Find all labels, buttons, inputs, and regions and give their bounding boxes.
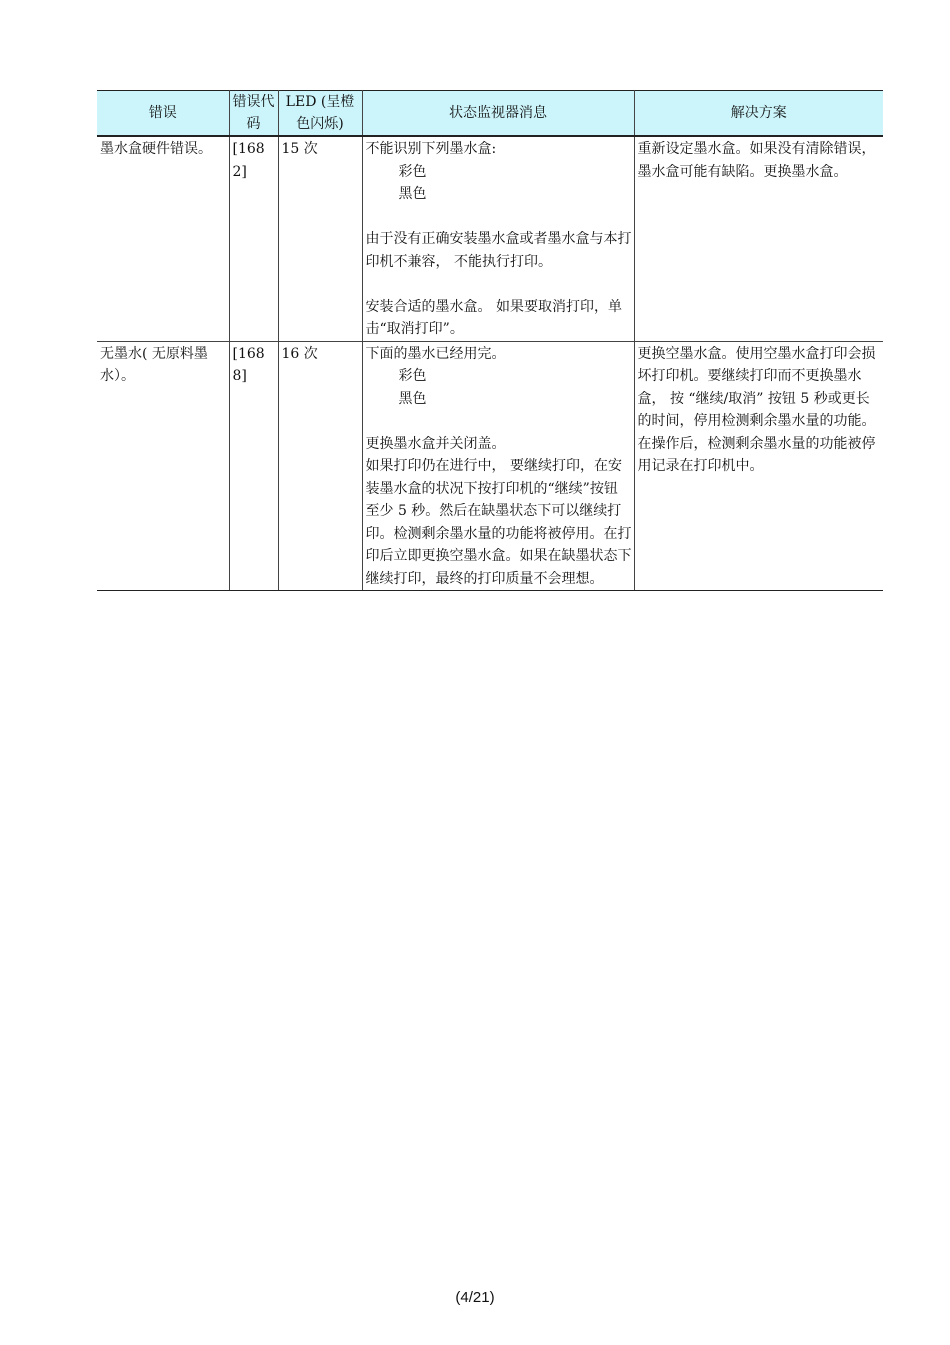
header-led: LED (呈橙色闪烁) <box>278 91 362 137</box>
monitor-paragraph: 更换墨水盒并关闭盖。 <box>365 435 506 452</box>
monitor-intro: 下面的墨水已经用完。 <box>365 345 506 362</box>
header-code: 错误代码 <box>229 91 278 137</box>
monitor-intro: 不能识别下列墨水盒: <box>365 141 497 157</box>
cell-monitor-message <box>362 136 634 341</box>
monitor-item-color: 彩色 <box>398 163 427 180</box>
spacer <box>366 206 632 229</box>
cell-monitor-message <box>362 341 634 591</box>
cell-error: 墨水盒硬件错误。 <box>97 136 229 341</box>
table-row <box>97 136 883 341</box>
table-header-row <box>97 91 883 137</box>
monitor-paragraph: 安装合适的墨水盒。 如果要取消打印，单击“取消打印”。 <box>365 298 622 337</box>
monitor-paragraph: 由于没有正确安装墨水盒或者墨水盒与本打印机不兼容， 不能执行打印。 <box>365 231 632 270</box>
cell-led: 16 次 <box>278 341 362 591</box>
cell-solution: 重新设定墨水盒。如果没有清除错误，墨水盒可能有缺陷。更换墨水盒。 <box>634 136 883 341</box>
monitor-item-color: 彩色 <box>398 368 427 384</box>
spacer <box>366 410 632 433</box>
cell-code: [1688] <box>229 341 278 591</box>
monitor-item-black: 黑色 <box>398 390 427 407</box>
spacer <box>366 273 632 296</box>
cell-solution: 更换空墨水盒。使用空墨水盒打印会损坏打印机。要继续打印而不更换墨水盒， 按 “继续/取消” 按钮 5 秒或更长的时间，停用检测剩余墨水量的功能。在操作后，检测剩余墨水量的功能被停用记录在打印机中。 <box>634 341 883 591</box>
monitor-paragraph: 如果打印仍在进行中， 要继续打印，在安装墨水盒的状况下按打印机的“继续”按钮至少 5 秒。然后在缺墨状态下可以继续打印。检测剩余墨水量的功能将被停用。在打印后立即更换空墨水盒。如果在缺墨状态下继续打印，最终的打印质量不会理想。 <box>365 458 632 587</box>
table-row <box>97 341 883 591</box>
header-solution: 解决方案 <box>634 91 883 137</box>
cell-code: [1682] <box>229 136 278 341</box>
page-number: (4/21) <box>455 1289 495 1306</box>
cell-error: 无墨水( 无原料墨水）。 <box>97 341 229 591</box>
cell-led: 15 次 <box>278 136 362 341</box>
monitor-item-black: 黑色 <box>398 186 427 202</box>
header-error: 错误 <box>97 91 229 137</box>
header-monitor-message: 状态监视器消息 <box>362 91 634 137</box>
error-table <box>97 90 883 591</box>
